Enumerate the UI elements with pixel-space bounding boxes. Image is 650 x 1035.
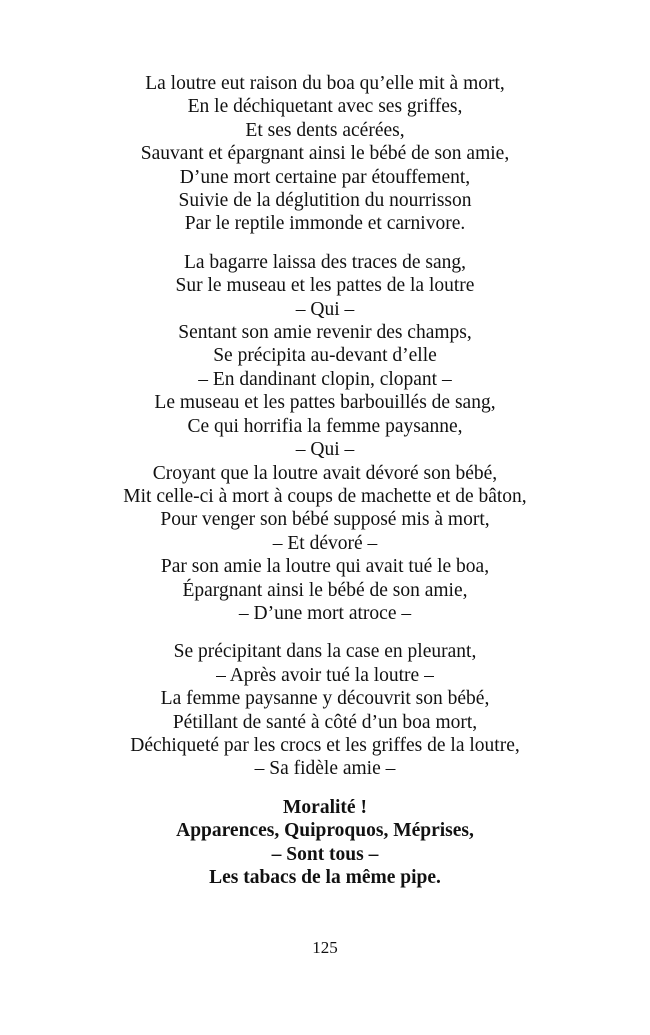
verse-line: Sauvant et épargnant ainsi le bébé de son amie, [140,143,510,165]
verse-line: Croyant que la loutre avait dévoré son bébé, [152,462,498,484]
moral-line: Les tabacs de la même pipe. [209,867,441,888]
verse-line: Sur le museau et les pattes de la loutre [175,275,475,297]
verse-line: Se précipita au-devant d’elle [213,345,437,367]
page-number: 125 [312,938,338,957]
verse-line: – Et dévoré – [272,532,378,554]
verse-line: Par le reptile immonde et carnivore. [184,213,466,235]
verse-line: Suivie de la déglutition du nourrisson [178,190,472,212]
verse-line: Mit celle-ci à mort à coups de machette et de bâton, [123,485,527,507]
verse-line: – D’une mort atroce – [238,602,412,624]
verse-line: Ce qui horrifia la femme paysanne, [187,415,463,437]
poem [0,72,650,904]
verse-line: Déchiqueté par les crocs et les griffes de la loutre, [130,734,520,756]
verse-line: Pour venger son bébé supposé mis à mort, [160,509,490,531]
verse-line: En le déchiquetant avec ses griffes, [187,96,463,118]
moral-heading: Moralité ! [283,796,367,818]
verse-line: Sentant son amie revenir des champs, [178,322,472,344]
verse-line: La femme paysanne y découvrit son bébé, [160,688,490,710]
stanza-3 [0,640,650,780]
verse-line: Par son amie la loutre qui avait tué le boa, [160,556,490,578]
moral-line: Apparences, Quiproquos, Méprises, [176,820,474,842]
verse-line: – En dandinant clopin, clopant – [198,368,452,390]
verse-line: Le museau et les pattes barbouillés de sang, [154,392,496,414]
verse-line: D’une mort certaine par étouffement, [179,166,471,188]
verse-line: Épargnant ainsi le bébé de son amie, [182,579,468,601]
moral-line: – Sont tous – [271,843,379,865]
verse-line: La bagarre laissa des traces de sang, [183,251,467,273]
verse-line: Et ses dents acérées, [245,119,405,141]
verse-line: Pétillant de santé à côté d’un boa mort, [172,711,478,733]
verse-line: – Après avoir tué la loutre – [216,664,434,686]
verse-line: Se précipitant dans la case en pleurant, [173,641,477,663]
verse-line: – Qui – [295,298,355,320]
verse-line: La loutre eut raison du boa qu’elle mit à mort, [145,73,505,94]
verse-line: – Qui – [295,439,355,461]
stanza-2 [0,251,650,626]
stanza-1 [0,72,650,236]
verse-line: – Sa fidèle amie – [254,758,396,780]
moral-stanza [0,796,650,890]
